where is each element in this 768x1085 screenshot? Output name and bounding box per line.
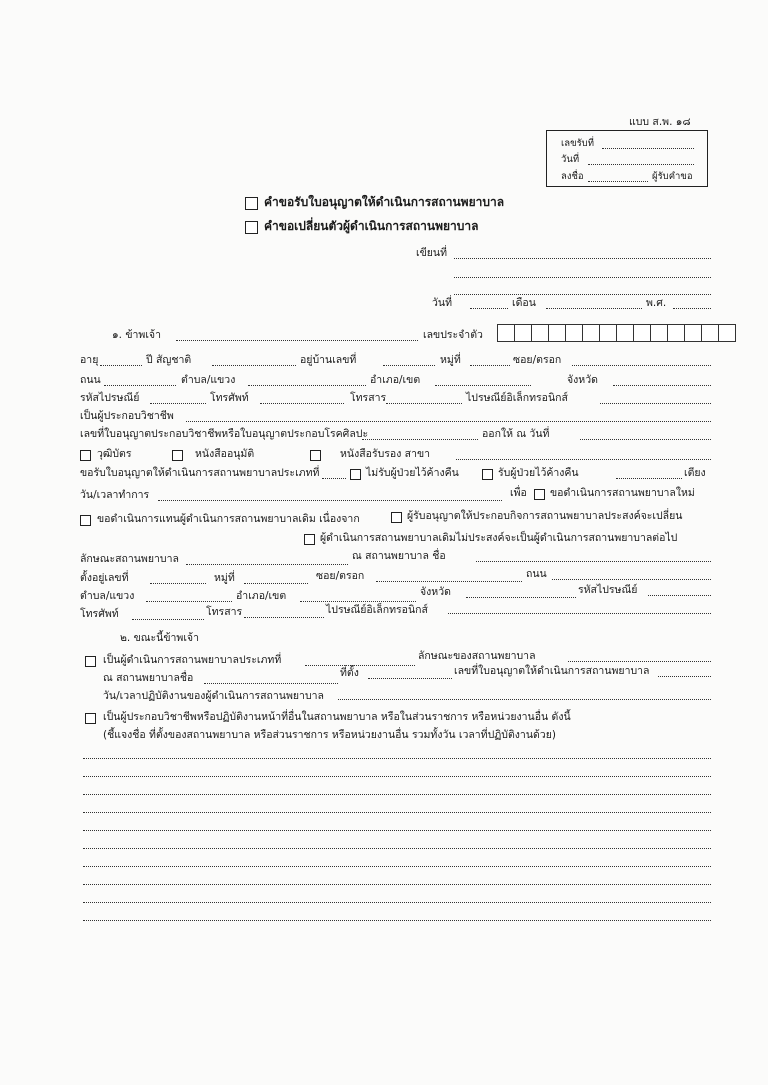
request-type-label: ขอรับใบอนุญาตให้ดำเนินการสถานพยาบาลประเภทที่: [80, 467, 320, 479]
explain-line[interactable]: [83, 920, 711, 921]
clinic-email-field[interactable]: [448, 613, 711, 614]
clinic-postcode-label: รหัสไปรษณีย์: [578, 584, 638, 596]
clinic-moo-field[interactable]: [244, 583, 308, 584]
no-inpatient-checkbox[interactable]: [350, 469, 361, 480]
other-work-label: เป็นผู้ประกอบวิชาชีพหรือปฏิบัติงานหน้าที่อื่นในสถานพยาบาล หรือในส่วนราชการ หรือหน่วยงานอื่น ดังนี้: [103, 711, 571, 723]
age-field[interactable]: [100, 365, 142, 366]
s2-clinic-name-field[interactable]: [204, 683, 338, 684]
province-label: จังหวัด: [567, 374, 598, 386]
explain-line[interactable]: [83, 812, 711, 813]
written-at-field[interactable]: [454, 258, 711, 259]
form-code: แบบ ส.พ. ๑๘: [629, 116, 691, 128]
old-operator-label: ผู้ดำเนินการสถานพยาบาลเดิมไม่ประสงค์จะเป็นผู้ดำเนินการสถานพยาบาลต่อไป: [320, 532, 678, 544]
receipt-sign-label: ลงชื่อ: [561, 171, 584, 182]
licensee-change-label: ผู้รับอนุญาตให้ประกอบกิจการสถานพยาบาลประสงค์จะเปลี่ยน: [407, 510, 683, 522]
nationality-label: ปี สัญชาติ: [146, 354, 192, 366]
located-no-field[interactable]: [150, 583, 206, 584]
explain-line[interactable]: [83, 794, 711, 795]
month-field[interactable]: [546, 308, 642, 309]
inpatient-checkbox[interactable]: [482, 469, 493, 480]
address-line-1[interactable]: [454, 277, 711, 278]
diploma-label: วุฒิบัตร: [97, 448, 132, 460]
clinic-province-label: จังหวัด: [420, 586, 451, 598]
purpose-label: เพื่อ: [510, 487, 527, 499]
clinic-soi-field[interactable]: [376, 581, 522, 582]
other-work-checkbox[interactable]: [85, 713, 96, 724]
road-field[interactable]: [104, 385, 176, 386]
clinic-phone-field[interactable]: [132, 619, 204, 620]
clinic-email-label: ไปรษณีย์อิเล็กทรอนิกส์: [326, 604, 428, 616]
license-request-checkbox[interactable]: [245, 197, 258, 210]
id-number-boxes[interactable]: [497, 324, 735, 340]
house-no-label: อยู่บ้านเลขที่: [300, 354, 357, 366]
issued-on-field[interactable]: [580, 439, 711, 440]
year-field[interactable]: [673, 308, 711, 309]
endorse-label: หนังสือรับรอง สาขา: [340, 448, 431, 460]
day-field[interactable]: [470, 308, 508, 309]
tambon-label: ตำบล/แขวง: [181, 374, 236, 386]
request-type-field[interactable]: [322, 478, 346, 479]
clinic-fax-field[interactable]: [244, 617, 324, 618]
issued-on-label: ออกให้ ณ วันที่: [482, 428, 550, 440]
clinic-province-field[interactable]: [466, 597, 576, 598]
profession-field[interactable]: [186, 421, 711, 422]
hours-field[interactable]: [158, 500, 502, 501]
receipt-date-label: วันที่: [561, 154, 580, 165]
is-operator-checkbox[interactable]: [85, 656, 96, 667]
clinic-type-label: ลักษณะสถานพยาบาล: [80, 553, 179, 565]
operate-new-checkbox[interactable]: [534, 489, 545, 500]
explain-line[interactable]: [83, 830, 711, 831]
is-operator-label: เป็นผู้ดำเนินการสถานพยาบาลประเภทที่: [103, 654, 282, 666]
work-time-field[interactable]: [338, 699, 711, 700]
change-operator-checkbox[interactable]: [245, 221, 258, 234]
phone-field[interactable]: [260, 403, 344, 404]
profession-label: เป็นผู้ประกอบวิชาชีพ: [80, 410, 174, 422]
receipt-date-field[interactable]: [588, 164, 694, 165]
soi-label: ซอย/ตรอก: [513, 354, 562, 366]
address-line-2[interactable]: [454, 294, 711, 295]
section2-heading: ๒. ขณะนี้ข้าพเจ้า: [120, 632, 199, 644]
license-no-label: เลขที่ใบอนุญาตประกอบวิชาชีพหรือใบอนุญาตประกอบโรคศิลปะ: [80, 428, 369, 440]
license-no-field[interactable]: [362, 439, 478, 440]
inpatient-label: รับผู้ป่วยไว้ค้างคืน: [498, 467, 579, 479]
explain-line[interactable]: [83, 848, 711, 849]
location-label: ที่ตั้ง: [340, 667, 359, 679]
fax-label: โทรสาร: [350, 392, 387, 404]
clinic-tambon-label: ตำบล/แขวง: [80, 590, 135, 602]
receipt-sign-field[interactable]: [588, 181, 648, 182]
age-label: อายุ: [80, 354, 99, 366]
month-label: เดือน: [512, 297, 536, 309]
tambon-field[interactable]: [248, 385, 366, 386]
phone-label: โทรศัพท์: [210, 392, 249, 404]
clinic-soi-label: ซอย/ตรอก: [316, 570, 365, 582]
province-field[interactable]: [613, 385, 711, 386]
clinic-road-field[interactable]: [552, 579, 711, 580]
date-label: วันที่: [432, 297, 452, 309]
beds-label: เตียง: [684, 467, 706, 479]
location-field[interactable]: [368, 678, 452, 679]
clinic-amphoe-field[interactable]: [300, 601, 416, 602]
endorse-field[interactable]: [456, 459, 711, 460]
house-no-field[interactable]: [383, 365, 435, 366]
replace-label: ขอดำเนินการแทนผู้ดำเนินการสถานพยาบาลเดิม เนื่องจาก: [97, 513, 360, 525]
endorse-checkbox[interactable]: [310, 450, 321, 461]
clinic-nature-field[interactable]: [568, 661, 711, 662]
clinic-road-label: ถนน: [526, 568, 547, 580]
licensee-change-checkbox[interactable]: [391, 512, 402, 523]
diploma-checkbox[interactable]: [80, 450, 91, 461]
written-at-label: เขียนที่: [416, 247, 448, 259]
operator-type-field[interactable]: [305, 665, 415, 666]
receiver-label: ผู้รับคำขอ: [652, 171, 693, 182]
s2-clinic-name-label: ณ สถานพยาบาลชื่อ: [103, 672, 194, 684]
hours-label: วัน/เวลาทำการ: [80, 489, 150, 501]
road-label: ถนน: [80, 374, 101, 386]
clinic-type-field[interactable]: [186, 564, 348, 565]
change-operator-title: คำขอเปลี่ยนตัวผู้ดำเนินการสถานพยาบาล: [264, 219, 479, 233]
clinic-amphoe-label: อำเภอ/เขต: [236, 590, 287, 602]
s2-license-label: เลขที่ใบอนุญาตให้ดำเนินการสถานพยาบาล: [454, 665, 650, 677]
no-inpatient-label: ไม่รับผู้ป่วยไว้ค้างคืน: [366, 467, 459, 479]
clinic-name-field[interactable]: [476, 561, 711, 562]
beds-field[interactable]: [616, 478, 682, 479]
soi-field[interactable]: [572, 365, 711, 366]
email-field[interactable]: [600, 403, 711, 404]
email-label: ไปรษณีย์อิเล็กทรอนิกส์: [466, 392, 568, 404]
amphoe-label: อำเภอ/เขต: [370, 374, 421, 386]
explain-label: (ชี้แจงชื่อ ที่ตั้งของสถานพยาบาล หรือส่วนราชการ หรือหน่วยงานอื่น รวมทั้งวัน เวลาที่ปฏิบัติงานด้วย): [103, 729, 556, 741]
moo-label: หมู่ที่: [440, 354, 461, 366]
operate-new-label: ขอดำเนินการสถานพยาบาลใหม่: [550, 487, 695, 499]
replace-checkbox[interactable]: [80, 515, 91, 526]
approval-label: หนังสืออนุมัติ: [195, 448, 255, 460]
clinic-postcode-field[interactable]: [648, 595, 711, 596]
located-at-label: ตั้งอยู่เลขที่: [80, 572, 129, 584]
explain-line[interactable]: [83, 776, 711, 777]
postcode-label: รหัสไปรษณีย์: [80, 392, 140, 404]
clinic-phone-label: โทรศัพท์: [80, 608, 119, 620]
license-request-title: คำขอรับใบอนุญาตให้ดำเนินการสถานพยาบาล: [264, 195, 505, 209]
clinic-moo-label: หมู่ที่: [214, 572, 235, 584]
receipt-no-label: เลขรับที่: [561, 138, 594, 149]
approval-checkbox[interactable]: [172, 450, 183, 461]
postcode-field[interactable]: [150, 403, 206, 404]
id-label: เลขประจำตัว: [423, 329, 483, 341]
fax-field[interactable]: [386, 403, 462, 404]
clinic-name-label: ณ สถานพยาบาล ชื่อ: [352, 550, 446, 562]
clinic-fax-label: โทรสาร: [206, 606, 243, 618]
year-label: พ.ศ.: [646, 297, 667, 309]
old-operator-checkbox[interactable]: [304, 534, 315, 545]
name-field[interactable]: [176, 340, 418, 341]
explain-line[interactable]: [83, 884, 711, 885]
clinic-nature-label: ลักษณะของสถานพยาบาล: [418, 650, 536, 662]
explain-line[interactable]: [83, 902, 711, 903]
explain-line[interactable]: [83, 758, 711, 759]
clinic-tambon-field[interactable]: [146, 601, 232, 602]
explain-line[interactable]: [83, 866, 711, 867]
receipt-no-field[interactable]: [602, 148, 694, 149]
nationality-field[interactable]: [212, 365, 296, 366]
moo-field[interactable]: [470, 365, 510, 366]
s2-license-field[interactable]: [658, 676, 711, 677]
section1-heading: ๑. ข้าพเจ้า: [112, 329, 161, 341]
work-time-label: วัน/เวลาปฏิบัติงานของผู้ดำเนินการสถานพยาบาล: [103, 690, 324, 702]
amphoe-field[interactable]: [435, 385, 531, 386]
